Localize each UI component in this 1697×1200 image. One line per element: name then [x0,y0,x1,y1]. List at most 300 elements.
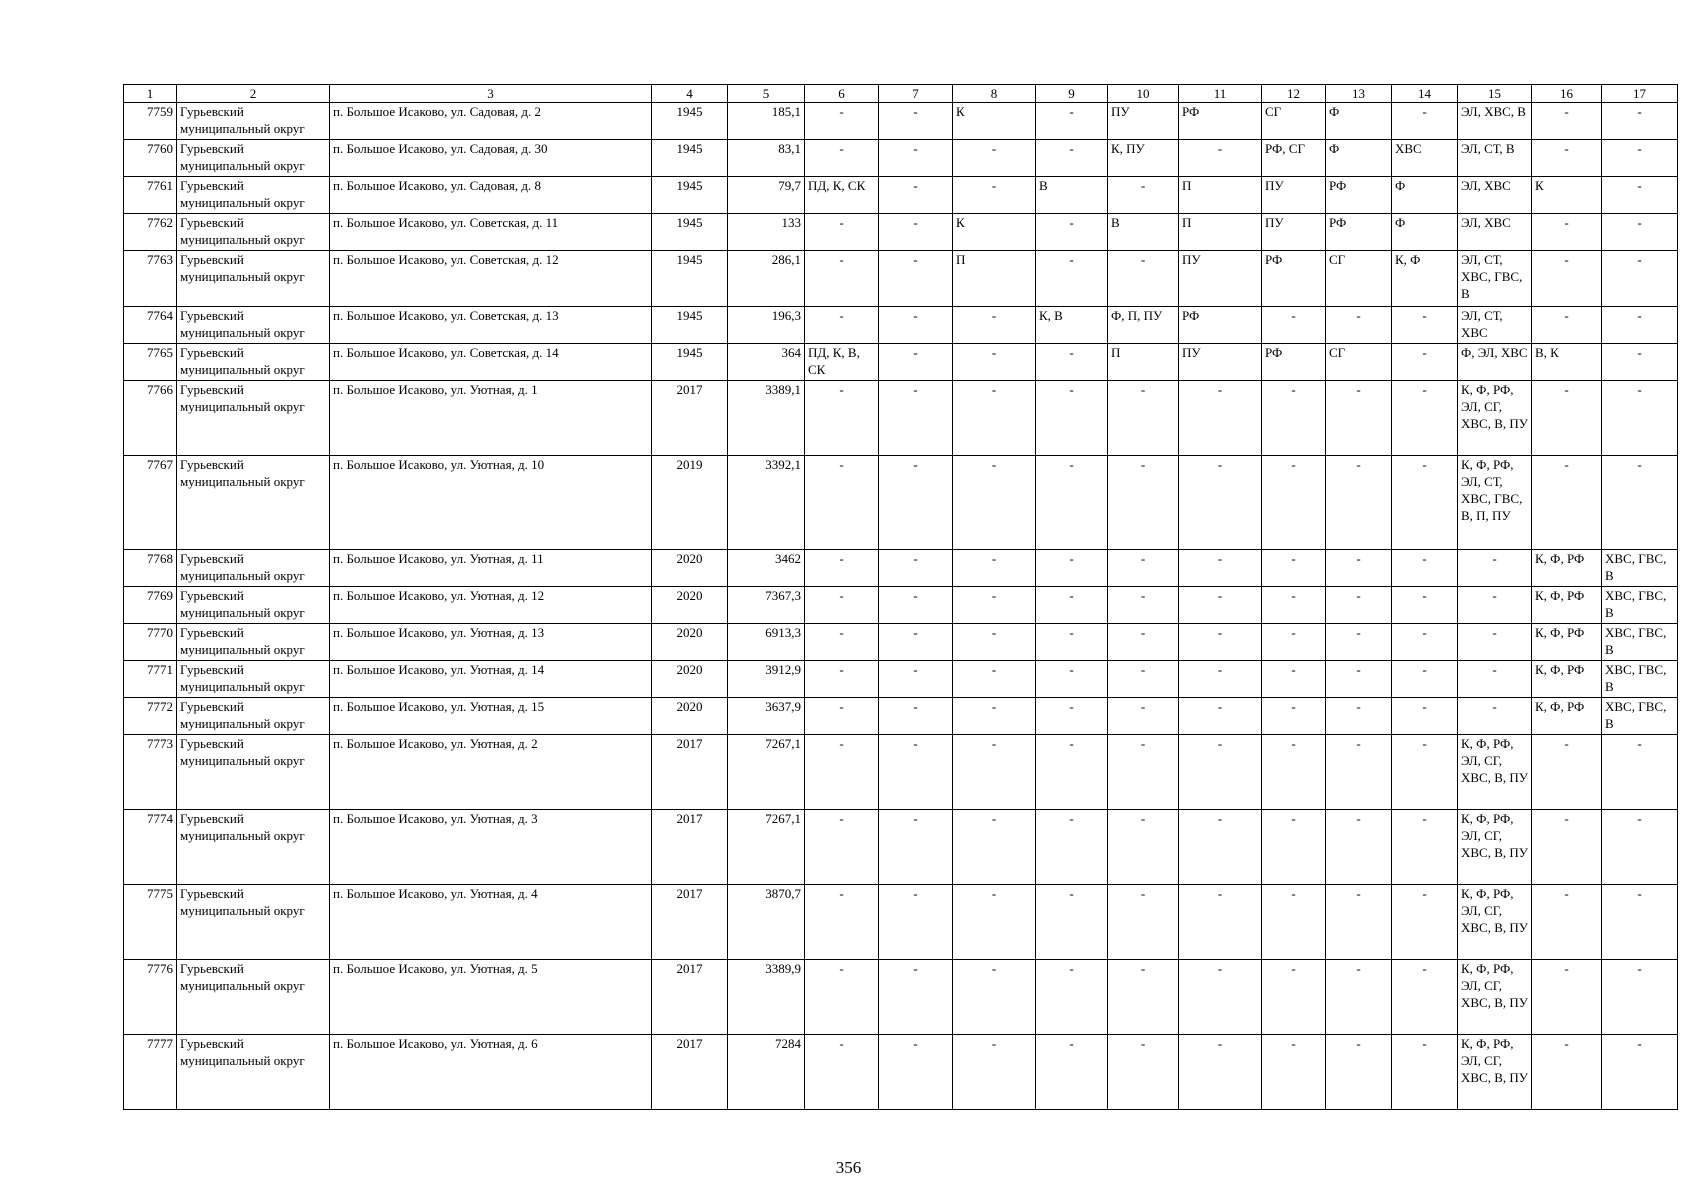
table-cell-col-2: Гурьевский муниципальный округ [177,251,330,307]
table-cell-col-15: К, Ф, РФ, ЭЛ, СГ, ХВС, В, ПУ [1458,810,1532,885]
table-cell-col-8: П [953,251,1036,307]
column-number-cell: 1 [124,85,177,103]
table-cell-col-4: 1945 [652,140,728,177]
table-cell-col-3: п. Большое Исаково, ул. Уютная, д. 1 [330,381,652,456]
table-cell-col-3: п. Большое Исаково, ул. Уютная, д. 14 [330,661,652,698]
column-number-cell: 17 [1602,85,1678,103]
table-row [124,103,1678,140]
table-cell-col-3: п. Большое Исаково, ул. Советская, д. 13 [330,307,652,344]
column-number-cell: 9 [1036,85,1108,103]
table-cell-col-7: - [879,550,953,587]
table-cell-col-17: ХВС, ГВС, В [1602,550,1678,587]
table-cell-col-11: РФ [1179,307,1262,344]
table-cell-col-12: - [1262,456,1326,550]
table-cell-col-2: Гурьевский муниципальный округ [177,810,330,885]
table-cell-col-13: - [1326,456,1392,550]
table-cell-col-14: - [1392,735,1458,810]
table-cell-col-8: - [953,140,1036,177]
table-cell-col-10: - [1108,661,1179,698]
table-cell-col-10: - [1108,885,1179,960]
table-cell-col-11: - [1179,140,1262,177]
table-cell-col-2: Гурьевский муниципальный округ [177,735,330,810]
table-cell-col-14: - [1392,661,1458,698]
table-cell-col-5: 3637,9 [728,698,805,735]
table-cell-col-3: п. Большое Исаково, ул. Советская, д. 12 [330,251,652,307]
table-cell-col-15: ЭЛ, ХВС, В [1458,103,1532,140]
table-cell-col-15: К, Ф, РФ, ЭЛ, СТ, ХВС, ГВС, В, П, ПУ [1458,456,1532,550]
column-number-cell: 7 [879,85,953,103]
table-cell-col-14: - [1392,456,1458,550]
table-cell-col-13: - [1326,307,1392,344]
table-cell-col-8: - [953,381,1036,456]
table-cell-col-2: Гурьевский муниципальный округ [177,698,330,735]
table-cell-col-17: ХВС, ГВС, В [1602,698,1678,735]
table-cell-col-7: - [879,456,953,550]
table-cell-col-2: Гурьевский муниципальный округ [177,381,330,456]
table-cell-col-8: - [953,344,1036,381]
table-cell-col-11: - [1179,587,1262,624]
table-cell-col-6: ПД, К, СК [805,177,879,214]
table-cell-col-15: Ф, ЭЛ, ХВС [1458,344,1532,381]
registry-table [123,84,1678,1110]
table-cell-col-1: 7766 [124,381,177,456]
table-cell-col-10: - [1108,456,1179,550]
table-cell-col-11: - [1179,1035,1262,1110]
table-cell-col-12: - [1262,587,1326,624]
table-cell-col-11: - [1179,456,1262,550]
table-cell-col-4: 2020 [652,587,728,624]
table-cell-col-4: 2017 [652,1035,728,1110]
table-cell-col-8: К [953,214,1036,251]
table-cell-col-15: ЭЛ, ХВС [1458,177,1532,214]
table-cell-col-6: - [805,1035,879,1110]
table-cell-col-6: - [805,735,879,810]
table-cell-col-17: ХВС, ГВС, В [1602,661,1678,698]
table-cell-col-2: Гурьевский муниципальный округ [177,344,330,381]
table-cell-col-7: - [879,698,953,735]
table-cell-col-14: - [1392,1035,1458,1110]
table-cell-col-17: ХВС, ГВС, В [1602,624,1678,661]
table-cell-col-8: - [953,1035,1036,1110]
table-cell-col-5: 3462 [728,550,805,587]
table-cell-col-17: - [1602,214,1678,251]
table-cell-col-5: 3870,7 [728,885,805,960]
table-cell-col-3: п. Большое Исаково, ул. Советская, д. 14 [330,344,652,381]
table-cell-col-12: - [1262,1035,1326,1110]
table-cell-col-7: - [879,885,953,960]
table-cell-col-9: - [1036,214,1108,251]
table-cell-col-3: п. Большое Исаково, ул. Уютная, д. 2 [330,735,652,810]
table-cell-col-7: - [879,624,953,661]
table-cell-col-5: 364 [728,344,805,381]
table-cell-col-3: п. Большое Исаково, ул. Уютная, д. 12 [330,587,652,624]
table-cell-col-17: - [1602,307,1678,344]
table-cell-col-6: - [805,140,879,177]
table-cell-col-5: 196,3 [728,307,805,344]
table-cell-col-12: - [1262,381,1326,456]
table-cell-col-5: 79,7 [728,177,805,214]
table-cell-col-12: - [1262,307,1326,344]
table-cell-col-13: - [1326,661,1392,698]
table-cell-col-1: 7771 [124,661,177,698]
table-cell-col-7: - [879,735,953,810]
table-row [124,214,1678,251]
table-cell-col-7: - [879,251,953,307]
column-number-cell: 6 [805,85,879,103]
table-cell-col-12: - [1262,810,1326,885]
table-cell-col-11: - [1179,624,1262,661]
table-cell-col-14: - [1392,307,1458,344]
table-cell-col-4: 1945 [652,251,728,307]
table-row [124,885,1678,960]
table-cell-col-3: п. Большое Исаково, ул. Уютная, д. 10 [330,456,652,550]
table-cell-col-17: - [1602,735,1678,810]
column-number-cell: 14 [1392,85,1458,103]
table-cell-col-15: ЭЛ, СТ, В [1458,140,1532,177]
table-cell-col-17: - [1602,885,1678,960]
table-cell-col-3: п. Большое Исаково, ул. Уютная, д. 5 [330,960,652,1035]
column-number-cell: 3 [330,85,652,103]
table-cell-col-1: 7762 [124,214,177,251]
table-cell-col-11: ПУ [1179,344,1262,381]
table-cell-col-13: - [1326,885,1392,960]
table-cell-col-2: Гурьевский муниципальный округ [177,140,330,177]
table-cell-col-15: ЭЛ, ХВС [1458,214,1532,251]
table-cell-col-12: РФ [1262,251,1326,307]
table-cell-col-7: - [879,344,953,381]
table-cell-col-1: 7770 [124,624,177,661]
table-cell-col-7: - [879,177,953,214]
table-cell-col-16: - [1532,1035,1602,1110]
table-cell-col-11: РФ [1179,103,1262,140]
table-cell-col-3: п. Большое Исаково, ул. Советская, д. 11 [330,214,652,251]
table-cell-col-4: 2020 [652,550,728,587]
table-cell-col-15: - [1458,624,1532,661]
table-cell-col-1: 7763 [124,251,177,307]
table-cell-col-12: ПУ [1262,177,1326,214]
table-cell-col-8: - [953,177,1036,214]
table-cell-col-8: - [953,587,1036,624]
table-cell-col-8: - [953,456,1036,550]
table-cell-col-5: 7367,3 [728,587,805,624]
table-cell-col-15: К, Ф, РФ, ЭЛ, СГ, ХВС, В, ПУ [1458,735,1532,810]
table-cell-col-14: - [1392,698,1458,735]
table-cell-col-13: - [1326,698,1392,735]
table-cell-col-3: п. Большое Исаково, ул. Садовая, д. 30 [330,140,652,177]
table-cell-col-4: 2017 [652,810,728,885]
table-cell-col-14: - [1392,587,1458,624]
table-row [124,140,1678,177]
table-cell-col-9: - [1036,1035,1108,1110]
column-number-cell: 15 [1458,85,1532,103]
table-cell-col-11: ПУ [1179,251,1262,307]
table-cell-col-4: 1945 [652,177,728,214]
table-cell-col-17: - [1602,960,1678,1035]
table-cell-col-15: - [1458,550,1532,587]
table-cell-col-1: 7777 [124,1035,177,1110]
table-cell-col-12: - [1262,550,1326,587]
table-cell-col-14: - [1392,810,1458,885]
table-cell-col-2: Гурьевский муниципальный округ [177,214,330,251]
table-cell-col-6: ПД, К, В, СК [805,344,879,381]
column-number-cell: 11 [1179,85,1262,103]
column-number-cell: 5 [728,85,805,103]
table-cell-col-9: - [1036,587,1108,624]
table-cell-col-16: - [1532,885,1602,960]
table-cell-col-3: п. Большое Исаково, ул. Садовая, д. 8 [330,177,652,214]
table-cell-col-10: ПУ [1108,103,1179,140]
table-cell-col-1: 7761 [124,177,177,214]
table-cell-col-5: 133 [728,214,805,251]
table-cell-col-10: - [1108,381,1179,456]
table-cell-col-10: - [1108,624,1179,661]
table-cell-col-16: - [1532,214,1602,251]
table-cell-col-3: п. Большое Исаково, ул. Уютная, д. 15 [330,698,652,735]
table-cell-col-6: - [805,661,879,698]
table-cell-col-8: - [953,885,1036,960]
table-cell-col-15: - [1458,587,1532,624]
table-cell-col-6: - [805,960,879,1035]
table-cell-col-10: - [1108,251,1179,307]
table-cell-col-13: - [1326,381,1392,456]
table-row [124,810,1678,885]
table-cell-col-17: ХВС, ГВС, В [1602,587,1678,624]
table-cell-col-6: - [805,624,879,661]
table-cell-col-7: - [879,307,953,344]
table-cell-col-12: - [1262,735,1326,810]
table-cell-col-10: - [1108,960,1179,1035]
table-cell-col-10: - [1108,550,1179,587]
table-cell-col-14: Ф [1392,177,1458,214]
table-cell-col-5: 3912,9 [728,661,805,698]
table-cell-col-2: Гурьевский муниципальный округ [177,624,330,661]
table-cell-col-4: 2017 [652,885,728,960]
table-cell-col-3: п. Большое Исаково, ул. Уютная, д. 4 [330,885,652,960]
table-row [124,698,1678,735]
table-cell-col-17: - [1602,1035,1678,1110]
table-cell-col-10: - [1108,1035,1179,1110]
table-cell-col-3: п. Большое Исаково, ул. Уютная, д. 11 [330,550,652,587]
table-row [124,960,1678,1035]
table-cell-col-17: - [1602,140,1678,177]
table-cell-col-2: Гурьевский муниципальный округ [177,177,330,214]
page-number: 356 [835,1158,862,1177]
table-cell-col-16: - [1532,140,1602,177]
table-cell-col-10: В [1108,214,1179,251]
table-cell-col-9: - [1036,456,1108,550]
table-cell-col-12: ПУ [1262,214,1326,251]
table-cell-col-9: - [1036,381,1108,456]
table-cell-col-16: - [1532,251,1602,307]
table-cell-col-14: - [1392,550,1458,587]
table-cell-col-1: 7765 [124,344,177,381]
table-cell-col-11: - [1179,661,1262,698]
table-cell-col-17: - [1602,456,1678,550]
table-cell-col-9: - [1036,624,1108,661]
table-cell-col-16: К, Ф, РФ [1532,624,1602,661]
table-cell-col-5: 7284 [728,1035,805,1110]
table-cell-col-8: - [953,550,1036,587]
table-cell-col-14: - [1392,624,1458,661]
table-cell-col-15: ЭЛ, СТ, ХВС, ГВС, В [1458,251,1532,307]
table-cell-col-4: 2020 [652,698,728,735]
table-cell-col-13: РФ [1326,177,1392,214]
table-row [124,661,1678,698]
table-cell-col-2: Гурьевский муниципальный округ [177,1035,330,1110]
table-row [124,381,1678,456]
table-cell-col-9: - [1036,251,1108,307]
table-cell-col-2: Гурьевский муниципальный округ [177,661,330,698]
table-cell-col-11: П [1179,214,1262,251]
table-cell-col-3: п. Большое Исаково, ул. Садовая, д. 2 [330,103,652,140]
table-cell-col-13: - [1326,960,1392,1035]
table-cell-col-8: - [953,624,1036,661]
table-cell-col-9: - [1036,735,1108,810]
table-cell-col-12: - [1262,698,1326,735]
table-cell-col-2: Гурьевский муниципальный округ [177,456,330,550]
table-cell-col-17: - [1602,251,1678,307]
table-cell-col-12: - [1262,624,1326,661]
table-cell-col-1: 7775 [124,885,177,960]
column-number-cell: 13 [1326,85,1392,103]
table-cell-col-14: - [1392,885,1458,960]
table-cell-col-4: 1945 [652,214,728,251]
table-cell-col-1: 7773 [124,735,177,810]
column-number-cell: 10 [1108,85,1179,103]
table-cell-col-5: 7267,1 [728,735,805,810]
table-cell-col-7: - [879,587,953,624]
table-cell-col-10: - [1108,587,1179,624]
table-cell-col-13: - [1326,624,1392,661]
table-body [124,85,1678,1110]
table-cell-col-9: - [1036,661,1108,698]
table-cell-col-5: 3389,9 [728,960,805,1035]
table-cell-col-8: - [953,810,1036,885]
table-cell-col-1: 7759 [124,103,177,140]
table-cell-col-10: - [1108,698,1179,735]
table-cell-col-11: - [1179,960,1262,1035]
table-cell-col-9: - [1036,698,1108,735]
column-number-cell: 8 [953,85,1036,103]
table-cell-col-6: - [805,214,879,251]
table-cell-col-3: п. Большое Исаково, ул. Уютная, д. 13 [330,624,652,661]
table-cell-col-1: 7767 [124,456,177,550]
table-cell-col-6: - [805,307,879,344]
table-cell-col-1: 7776 [124,960,177,1035]
table-cell-col-13: СГ [1326,344,1392,381]
column-number-row [124,85,1678,103]
table-cell-col-12: - [1262,885,1326,960]
table-cell-col-11: П [1179,177,1262,214]
table-cell-col-6: - [805,103,879,140]
table-cell-col-16: К, Ф, РФ [1532,698,1602,735]
table-cell-col-6: - [805,550,879,587]
table-cell-col-17: - [1602,177,1678,214]
table-cell-col-17: - [1602,810,1678,885]
table-cell-col-5: 3392,1 [728,456,805,550]
table-cell-col-7: - [879,661,953,698]
table-cell-col-4: 1945 [652,307,728,344]
table-cell-col-5: 286,1 [728,251,805,307]
table-cell-col-3: п. Большое Исаково, ул. Уютная, д. 3 [330,810,652,885]
table-cell-col-13: РФ [1326,214,1392,251]
table-cell-col-4: 2017 [652,735,728,810]
table-cell-col-8: К [953,103,1036,140]
table-cell-col-9: - [1036,103,1108,140]
table-cell-col-11: - [1179,381,1262,456]
table-cell-col-1: 7768 [124,550,177,587]
column-number-cell: 2 [177,85,330,103]
table-cell-col-14: Ф [1392,214,1458,251]
column-number-cell: 4 [652,85,728,103]
table-cell-col-10: - [1108,810,1179,885]
table-cell-col-16: В, К [1532,344,1602,381]
table-cell-col-13: - [1326,587,1392,624]
table-cell-col-2: Гурьевский муниципальный округ [177,550,330,587]
table-cell-col-7: - [879,1035,953,1110]
table-cell-col-7: - [879,214,953,251]
table-cell-col-7: - [879,381,953,456]
table-cell-col-8: - [953,307,1036,344]
table-cell-col-2: Гурьевский муниципальный округ [177,885,330,960]
table-cell-col-10: П [1108,344,1179,381]
table-cell-col-4: 2020 [652,661,728,698]
table-cell-col-6: - [805,381,879,456]
table-cell-col-15: К, Ф, РФ, ЭЛ, СГ, ХВС, В, ПУ [1458,885,1532,960]
table-cell-col-9: К, В [1036,307,1108,344]
table-row [124,587,1678,624]
table-cell-col-12: - [1262,960,1326,1035]
table-cell-col-16: К [1532,177,1602,214]
table-cell-col-2: Гурьевский муниципальный округ [177,103,330,140]
table-cell-col-4: 1945 [652,344,728,381]
table-cell-col-12: РФ [1262,344,1326,381]
table-cell-col-5: 3389,1 [728,381,805,456]
table-cell-col-14: - [1392,103,1458,140]
table-cell-col-8: - [953,960,1036,1035]
table-cell-col-5: 6913,3 [728,624,805,661]
table-cell-col-16: К, Ф, РФ [1532,587,1602,624]
table-cell-col-17: - [1602,344,1678,381]
table-cell-col-8: - [953,698,1036,735]
table-row [124,177,1678,214]
table-cell-col-10: К, ПУ [1108,140,1179,177]
table-cell-col-9: - [1036,810,1108,885]
table-cell-col-9: - [1036,140,1108,177]
table-cell-col-6: - [805,810,879,885]
table-cell-col-15: К, Ф, РФ, ЭЛ, СГ, ХВС, В, ПУ [1458,960,1532,1035]
table-row [124,1035,1678,1110]
table-cell-col-4: 2019 [652,456,728,550]
table-cell-col-11: - [1179,885,1262,960]
table-cell-col-15: ЭЛ, СТ, ХВС [1458,307,1532,344]
table-cell-col-15: - [1458,698,1532,735]
table-cell-col-2: Гурьевский муниципальный округ [177,307,330,344]
table-cell-col-13: - [1326,550,1392,587]
table-cell-col-16: - [1532,307,1602,344]
table-cell-col-5: 185,1 [728,103,805,140]
table-cell-col-5: 83,1 [728,140,805,177]
table-cell-col-12: - [1262,661,1326,698]
table-cell-col-11: - [1179,698,1262,735]
table-cell-col-10: Ф, П, ПУ [1108,307,1179,344]
table-cell-col-14: К, Ф [1392,251,1458,307]
table-row [124,624,1678,661]
table-cell-col-7: - [879,810,953,885]
table-cell-col-13: - [1326,1035,1392,1110]
table-cell-col-13: Ф [1326,140,1392,177]
table-cell-col-11: - [1179,550,1262,587]
